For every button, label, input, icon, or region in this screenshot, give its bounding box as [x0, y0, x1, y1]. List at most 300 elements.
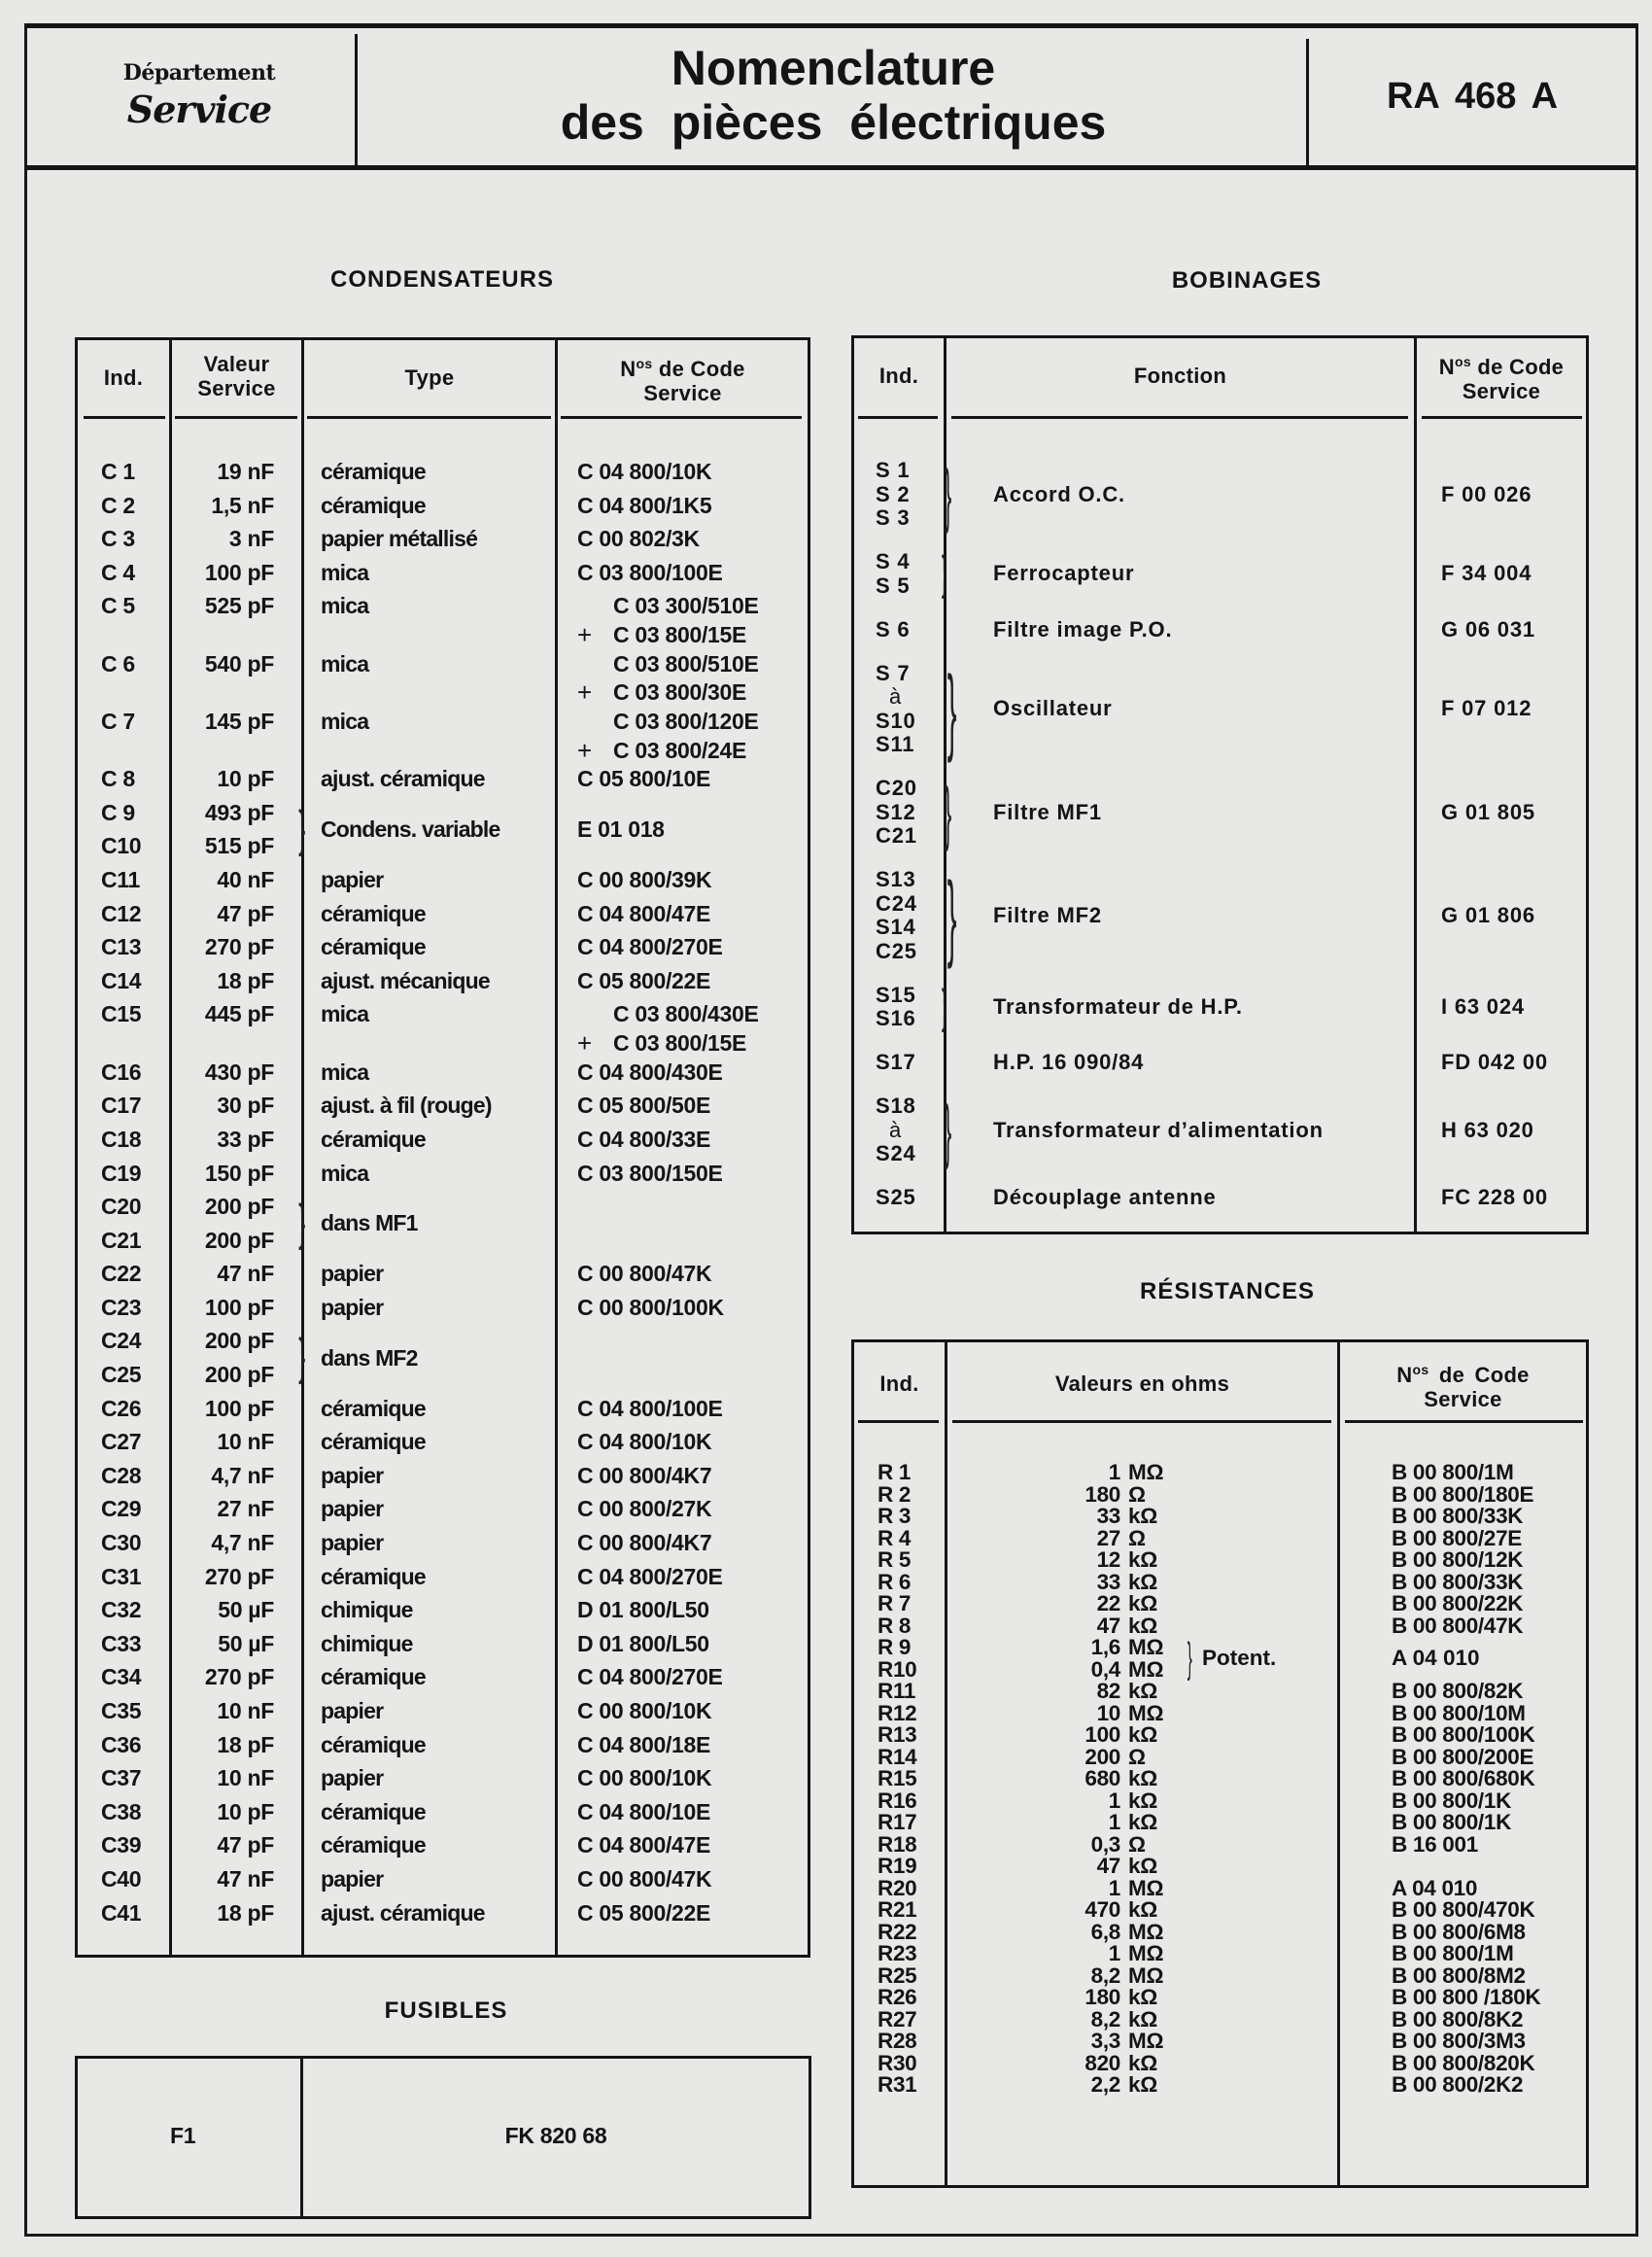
cell-type: papier: [321, 1865, 384, 1892]
code-text: C 03 800/120E: [613, 708, 759, 734]
cell-ind: C 9: [101, 799, 135, 825]
table-row: [854, 1525, 1586, 1550]
header-valeur-line2: Service: [197, 376, 276, 400]
code-line: [577, 735, 759, 765]
cell-ind: R18: [878, 1831, 917, 1857]
cell-ind: S15: [876, 982, 916, 1007]
cell-value-number: 3,3: [1090, 2029, 1120, 2053]
cell-ind: C24: [876, 890, 917, 916]
cell-ind: S25: [876, 1185, 916, 1209]
cell-value: 10 pF: [217, 1798, 274, 1824]
cell-ind: R 8: [878, 1613, 912, 1638]
cell-ind: S12: [876, 799, 916, 824]
cell-ind: C25: [101, 1362, 142, 1388]
cell-code: B 00 800/470K: [1392, 1897, 1535, 1922]
cell-value-number: 2,2: [1090, 2072, 1120, 2097]
cell-type: papier: [321, 1496, 384, 1522]
cell-ind: S14: [876, 915, 916, 939]
cell-ind: R 3: [878, 1504, 912, 1528]
cell-value: 47 pF: [217, 900, 274, 926]
table-row: [78, 2119, 809, 2152]
cell-value-unit: Ω: [1128, 1744, 1146, 1769]
cell-code: B 00 800/3M3: [1392, 2029, 1526, 2053]
cell-ind: C24: [101, 1328, 142, 1354]
cell-code: A 04 010: [1392, 1875, 1478, 1900]
table-row: [854, 1875, 1586, 1900]
header-valeurs: Valeurs en ohms: [1054, 1372, 1230, 1396]
brace-icon: }: [298, 800, 306, 857]
cell-ind: C18: [101, 1126, 142, 1152]
cell-value-number: 33: [1096, 1569, 1120, 1594]
cell-ind: C25: [876, 938, 917, 963]
cell-fonction: Oscillateur: [993, 696, 1113, 721]
cell-value: 150 pF: [204, 1160, 274, 1186]
code-text: C 03 800/510E: [613, 650, 759, 677]
header-bottom-rule: [24, 165, 1638, 170]
cell-ind: S 4: [876, 549, 911, 573]
table-row: [78, 589, 808, 649]
code-text: C 03 800/15E: [613, 621, 747, 647]
cell-ind: C30: [101, 1530, 142, 1556]
cell-value: 493 pF: [204, 799, 274, 825]
table-row: [78, 489, 808, 523]
cell-code: B 00 800/47K: [1392, 1613, 1524, 1638]
table-row: [78, 1560, 808, 1594]
cell-value-unit: kΩ: [1128, 1547, 1157, 1572]
condensateurs-title: CONDENSATEURS: [330, 266, 554, 293]
cell-code: C 00 800/4K7: [577, 1462, 712, 1488]
cell-ind: S 7: [876, 660, 911, 685]
cell-code: C 04 800/270E: [577, 934, 723, 960]
cell-code: C 04 800/430E: [577, 1059, 723, 1085]
header-underline: [1422, 416, 1582, 419]
cell-value-number: 0,3: [1090, 1831, 1120, 1857]
nos-sup: os: [636, 356, 653, 371]
header-code-line1: [558, 352, 808, 381]
cell-value-unit: kΩ: [1128, 1591, 1157, 1615]
table-row: [78, 1358, 808, 1392]
condensateurs-table: [75, 337, 810, 1958]
code-line: [577, 1028, 759, 1059]
table-row: [78, 930, 808, 964]
cell-code: E 01 018: [577, 816, 665, 843]
cell-ind: C21: [101, 1227, 142, 1253]
table-row-group: [854, 1186, 1586, 1210]
cell-ind: C20: [101, 1194, 142, 1220]
table-row: [78, 1392, 808, 1426]
cell-ind: C 3: [101, 526, 135, 552]
cell-value-number: 82: [1096, 1679, 1120, 1703]
cell-code: [577, 997, 759, 1059]
cell-value-unit: kΩ: [1128, 1613, 1157, 1638]
table-row: [78, 1728, 808, 1762]
department-label: Département: [122, 60, 276, 86]
cell-code: C 04 800/18E: [577, 1731, 711, 1757]
cell-ind: C36: [101, 1731, 142, 1757]
cell-code: B 00 800/1M: [1392, 1460, 1514, 1484]
cell-type: céramique: [321, 1126, 426, 1152]
table-row: [78, 1862, 808, 1896]
table-row: [854, 2050, 1586, 2075]
cell-code: B 00 800/820K: [1392, 2050, 1535, 2075]
cell-type: céramique: [321, 459, 426, 484]
table-row-group: [854, 655, 1586, 763]
brace-icon: }: [298, 1329, 306, 1386]
cell-code: B 00 800/82K: [1392, 1679, 1524, 1703]
cell-type: papier métallisé: [321, 526, 478, 552]
code-text: C 03 300/510E: [613, 593, 759, 619]
table-row-group: [78, 796, 808, 863]
table-row: [78, 1492, 808, 1526]
cell-type: céramique: [321, 1798, 426, 1824]
cell-value-number: 1: [1108, 1875, 1120, 1900]
cell-ind: R12: [878, 1700, 917, 1725]
bobinages-title: BOBINAGES: [1171, 267, 1323, 294]
cell-code: C 03 800/100E: [577, 559, 723, 585]
cell-value-unit: MΩ: [1128, 1700, 1164, 1725]
cell-type: papier: [321, 1698, 384, 1723]
cell-ind: C21: [876, 823, 917, 848]
cell-code: C 05 800/22E: [577, 1899, 711, 1926]
cell-ind: R28: [878, 2029, 917, 2053]
cell-ind: C26: [101, 1395, 142, 1421]
cell-value: 10 nF: [217, 1698, 274, 1723]
cell-code: C 00 800/4K7: [577, 1530, 712, 1556]
cell-code: A 04 010: [1392, 1646, 1480, 1670]
cell-value-number: 180: [1084, 1481, 1120, 1507]
cell-value: 4,7 nF: [211, 1462, 274, 1488]
cell-code: [577, 647, 759, 708]
cell-value-unit: MΩ: [1128, 1875, 1164, 1900]
table-row-group: [854, 1090, 1586, 1170]
nos: N: [1438, 355, 1455, 379]
cell-code: I 63 024: [1441, 993, 1525, 1019]
cell-ind: C28: [101, 1462, 142, 1488]
cell-ind: C 7: [101, 708, 135, 734]
cell-value-number: 100: [1084, 1722, 1120, 1747]
cell-fonction: Transformateur de H.P.: [993, 993, 1243, 1019]
fuse-code: FK 820 68: [504, 2123, 607, 2148]
table-row-group: [78, 1190, 808, 1257]
cell-value-number: 47: [1096, 1854, 1120, 1878]
code-text: C 03 800/430E: [613, 1001, 759, 1027]
title-line-1: Nomenclature: [671, 41, 996, 95]
code-line: [577, 647, 759, 681]
table-row-group: [854, 1634, 1586, 1682]
cell-fonction: H.P. 16 090/84: [993, 1050, 1145, 1074]
cell-value-number: 8,2: [1090, 1962, 1120, 1988]
table-row: [854, 1481, 1586, 1507]
cell-value: 525 pF: [204, 593, 274, 619]
table-row: [854, 1831, 1586, 1857]
cell-ind: R 2: [878, 1481, 912, 1507]
cell-value: 50 µF: [218, 1597, 274, 1623]
cell-value-unit: kΩ: [1128, 1985, 1157, 2009]
code-line: [577, 619, 759, 649]
cell-code: B 00 800/100K: [1392, 1722, 1535, 1747]
cell-code: B 00 800/1K: [1392, 1810, 1512, 1834]
header-ind: Ind.: [103, 365, 144, 390]
code-line: [577, 677, 759, 708]
table-row: [854, 1700, 1586, 1725]
cell-value-unit: kΩ: [1128, 1854, 1157, 1878]
table-row: [78, 1056, 808, 1090]
brace-icon: }: [298, 1195, 306, 1252]
cell-value: 30 pF: [217, 1093, 274, 1119]
cell-fonction: Découplage antenne: [993, 1185, 1217, 1209]
cell-value-number: 0,4: [1090, 1656, 1120, 1682]
header-ind: Ind.: [879, 1372, 919, 1396]
cell-value: 270 pF: [204, 934, 274, 960]
cell-type: céramique: [321, 934, 426, 960]
cell-value: 40 nF: [217, 867, 274, 893]
table-row: [854, 1987, 1586, 2009]
cell-value-number: 470: [1084, 1897, 1120, 1922]
brace-icon: }: [942, 980, 947, 1033]
cell-type: papier: [321, 867, 384, 893]
table-row: [78, 705, 808, 765]
cell-ind: C20: [876, 776, 917, 800]
cell-ind: C27: [101, 1429, 142, 1455]
cell-code: C 00 800/39K: [577, 867, 712, 893]
cell-value: 540 pF: [204, 650, 274, 677]
table-row: [854, 1744, 1586, 1769]
table-row: [854, 1812, 1586, 1834]
cell-ind: C 5: [101, 593, 135, 619]
table-row: [854, 1856, 1586, 1878]
brace-icon: }: [942, 547, 947, 600]
table-row: [78, 1627, 808, 1661]
cell-code: B 00 800/200E: [1392, 1744, 1534, 1769]
cell-code: B 00 800/33K: [1392, 1504, 1524, 1528]
cell-code: C 05 800/22E: [577, 967, 711, 993]
cell-type: céramique: [321, 1731, 426, 1757]
cell-code: FC 228 00: [1441, 1185, 1548, 1209]
cell-value: 200 pF: [204, 1194, 274, 1220]
cell-code: F 07 012: [1441, 696, 1532, 721]
table-row: [78, 1324, 808, 1358]
code-line: [577, 997, 759, 1031]
cell-type: ajust. céramique: [321, 1899, 485, 1926]
fuse-ind: F1: [170, 2123, 196, 2148]
cell-ind: C17: [101, 1093, 142, 1119]
condensateurs-rows: [78, 455, 808, 1929]
code-line: [577, 705, 759, 739]
cell-value-unit: kΩ: [1128, 1766, 1157, 1790]
table-row: [854, 1919, 1586, 1944]
header-underline: [84, 416, 165, 419]
cell-ind: R10: [878, 1656, 917, 1682]
cell-code: B 16 001: [1392, 1831, 1478, 1857]
cell-value-number: 22: [1096, 1591, 1120, 1615]
brace-icon: }: [944, 772, 952, 852]
table-row: [78, 1157, 808, 1191]
cell-type: papier: [321, 1261, 384, 1287]
title-line-2: des pièces électriques: [560, 95, 1107, 150]
cell-value-number: 33: [1096, 1504, 1120, 1528]
cell-type: ajust. à fil (rouge): [321, 1093, 492, 1119]
table-row: [854, 1615, 1586, 1638]
cell-ind: C33: [101, 1630, 142, 1656]
cell-code: C 04 800/33E: [577, 1126, 711, 1152]
nos-sup: os: [1454, 354, 1471, 369]
table-row: [854, 2006, 1586, 2031]
cell-value: 100 pF: [204, 559, 274, 585]
cell-ind: R 6: [878, 1569, 912, 1594]
cell-value: 27 nF: [217, 1496, 274, 1522]
cell-ind: S17: [876, 1050, 916, 1074]
table-row-group: [854, 618, 1586, 642]
department-logo: [58, 60, 340, 131]
service-label: Service: [126, 87, 272, 131]
cell-ind: C10: [101, 833, 142, 859]
table-row: [854, 1462, 1586, 1484]
cell-type: mica: [321, 593, 369, 619]
cell-ind: S16: [876, 1006, 916, 1030]
cell-code: B 00 800/1K: [1392, 1788, 1512, 1813]
cell-ind: C14: [101, 967, 142, 993]
cell-ind: R30: [878, 2050, 917, 2075]
table-row: [78, 522, 808, 556]
table-row: [78, 556, 808, 590]
cell-code: C 04 800/100E: [577, 1395, 723, 1421]
cell-ind: R 9: [878, 1635, 912, 1659]
header-code-line1: [1417, 350, 1586, 379]
cell-code: B 00 800/8K2: [1392, 2006, 1524, 2031]
cell-ind: R14: [878, 1744, 917, 1769]
cell-ind: S 5: [876, 573, 911, 598]
cell-value-unit: kΩ: [1128, 1788, 1157, 1813]
table-row: [78, 897, 808, 931]
cell-value-number: 1: [1108, 1460, 1120, 1484]
header-valeur: [172, 352, 301, 400]
cell-ind: R17: [878, 1810, 917, 1834]
cell-code: C 04 800/10K: [577, 1429, 712, 1455]
code-line: [577, 589, 759, 623]
cell-ind: C22: [101, 1261, 142, 1287]
cell-type: mica: [321, 1160, 369, 1186]
cell-value-number: 1: [1108, 1810, 1120, 1834]
cell-code: B 00 800 /180K: [1392, 1985, 1541, 2009]
header-code: [558, 352, 808, 405]
bobinages-rows: [854, 454, 1586, 1230]
table-row: [78, 1123, 808, 1157]
cell-ind: C11: [101, 867, 141, 893]
cell-type: mica: [321, 650, 369, 677]
table-row: [78, 1660, 808, 1694]
cell-type: papier: [321, 1462, 384, 1488]
cell-value: 3 nF: [228, 526, 274, 552]
header-code: [1417, 350, 1586, 403]
cell-code: B 00 800/2K2: [1392, 2072, 1524, 2097]
cell-ind: C41: [101, 1899, 142, 1926]
cell-ind: R 4: [878, 1525, 912, 1550]
cell-code: C 04 800/10E: [577, 1798, 711, 1824]
table-row-group: [854, 862, 1586, 969]
cell-value: 100 pF: [204, 1294, 274, 1320]
cell-value-unit: kΩ: [1128, 1679, 1157, 1703]
cell-code: C 04 800/1K5: [577, 492, 712, 518]
cell-value: 515 pF: [204, 833, 274, 859]
table-row: [78, 1459, 808, 1493]
table-row: [78, 1761, 808, 1795]
header-underline: [858, 416, 938, 419]
table-row: [78, 762, 808, 796]
table-row: [78, 1896, 808, 1930]
cell-value-unit: MΩ: [1128, 1962, 1164, 1988]
table-row-group: [854, 980, 1586, 1033]
cell-code: C 00 800/47K: [577, 1865, 712, 1892]
cell-code: H 63 020: [1441, 1117, 1534, 1142]
table-row: [78, 1190, 808, 1224]
cell-type: céramique: [321, 1664, 426, 1690]
cell-code: D 01 800/L50: [577, 1630, 709, 1656]
cell-code: F 00 026: [1441, 481, 1532, 506]
cell-ind: S 3: [876, 505, 911, 530]
cell-ind: C32: [101, 1597, 142, 1623]
cell-ind: R 5: [878, 1547, 912, 1572]
table-row: [78, 455, 808, 489]
cell-value-number: 27: [1096, 1525, 1120, 1550]
de-code: de Code: [1470, 355, 1565, 379]
cell-ind: C39: [101, 1832, 142, 1858]
brace-icon: }: [944, 454, 952, 535]
table-row: [78, 997, 808, 1059]
cell-value: 200 pF: [204, 1362, 274, 1388]
cell-value-number: 6,8: [1090, 1919, 1120, 1944]
cell-ind: S 2: [876, 481, 911, 506]
cell-value: 430 pF: [204, 1059, 274, 1085]
cell-value: 445 pF: [204, 1001, 274, 1027]
cell-code: C 04 800/10K: [577, 459, 712, 484]
cell-ind: R20: [878, 1875, 917, 1900]
cell-code: B 00 800/22K: [1392, 1591, 1524, 1615]
cell-ind: C16: [101, 1059, 142, 1085]
cell-ind: C 8: [101, 766, 135, 792]
table-row-group: [78, 1324, 808, 1391]
table-row-group: [854, 1051, 1586, 1075]
table-row: [854, 1962, 1586, 1988]
cell-ind: R11: [878, 1679, 916, 1703]
cell-type: céramique: [321, 900, 426, 926]
brace-icon: }: [946, 862, 957, 969]
code-text: C 03 800/15E: [613, 1030, 747, 1057]
header-code-line2: Service: [643, 381, 722, 405]
cell-code: C 03 800/150E: [577, 1160, 723, 1186]
cell-code: G 01 805: [1441, 799, 1535, 824]
cell-ind: R 7: [878, 1591, 912, 1615]
cell-value-number: 180: [1084, 1985, 1120, 2009]
cell-code: B 00 800/33K: [1392, 1569, 1524, 1594]
cell-value: 33 pF: [217, 1126, 274, 1152]
cell-ind: R25: [878, 1962, 917, 1988]
plus-sign: +: [577, 677, 592, 708]
cell-value-unit: Ω: [1128, 1831, 1146, 1857]
table-row: [854, 1593, 1586, 1615]
cell-value: 50 µF: [218, 1630, 274, 1656]
cell-ind: C31: [101, 1563, 142, 1589]
cell-value-number: 200: [1084, 1744, 1120, 1769]
model-reference: RA 468 A: [1386, 76, 1559, 117]
cell-ind: C 4: [101, 559, 135, 585]
cell-ind: S13: [876, 867, 916, 891]
cell-ind: à: [889, 1117, 903, 1142]
table-row: [854, 1569, 1586, 1594]
cell-fonction: Filtre MF1: [993, 799, 1102, 824]
table-row: [78, 863, 808, 897]
table-row: [854, 1943, 1586, 1965]
cell-type: mica: [321, 1001, 369, 1027]
